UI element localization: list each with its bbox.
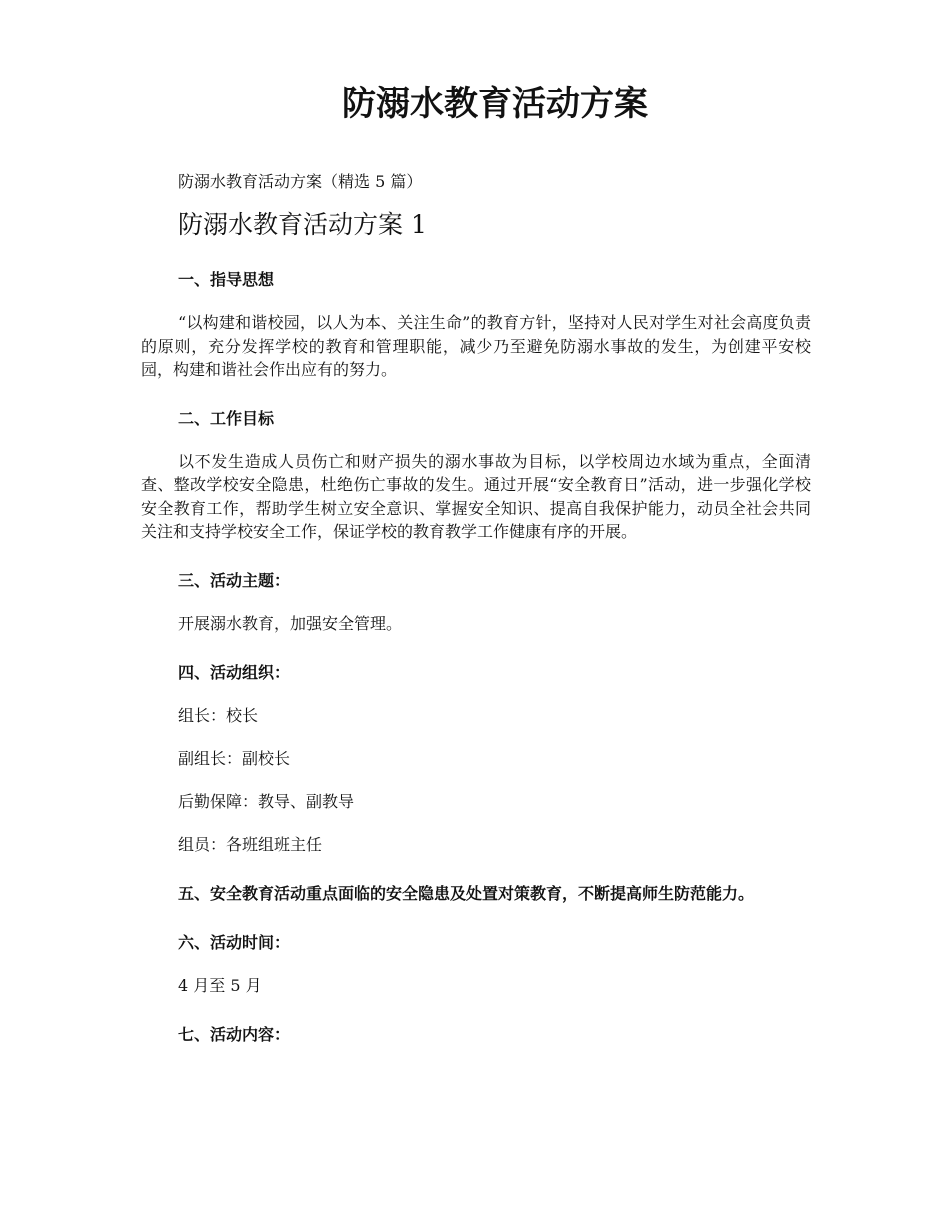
heading-guiding-ideology: 一、指导思想 bbox=[178, 270, 275, 289]
heading-work-goals: 二、工作目标 bbox=[178, 408, 275, 428]
line-team-leader: 组长：校长 bbox=[178, 705, 259, 725]
document-title: 防溺水教育活动方案 bbox=[342, 84, 648, 124]
paragraph-work-goals: 以不发生造成人员伤亡和财产损失的溺水事故为目标，以学校周边水域为重点，全面清查、整改学校安全隐患，杜绝伤亡事故的发生。通过开展“安全教育日”活动，进一步强化学校安全教育工作，帮助学生树立安全意识、掌握安全知识、提高自我保护能力，动员全社会共同关注和支持学校安全工作，保证学校的教育教学工作健康有序的开展。 bbox=[141, 451, 811, 541]
document-body bbox=[141, 170, 811, 1047]
section-heading: 防溺水教育活动方案 1 bbox=[178, 210, 427, 239]
heading-safety-focus: 五、安全教育活动重点面临的安全隐患及处置对策教育，不断提高师生防范能力。 bbox=[178, 883, 755, 903]
line-activity-time: 4 月至 5 月 bbox=[178, 975, 262, 995]
line-logistics: 后勤保障：教导、副教导 bbox=[178, 791, 355, 811]
heading-activity-theme: 三、活动主题： bbox=[178, 570, 291, 590]
heading-activity-content: 七、活动内容： bbox=[178, 1024, 291, 1044]
document-subtitle: 防溺水教育活动方案（精选 5 篇） bbox=[178, 172, 423, 191]
paragraph-guiding-ideology: “以构建和谐校园，以人为本、关注生命”的教育方针，坚持对人民对学生对社会高度负责的原则，充分发挥学校的教育和管理职能，减少乃至避免防溺水事故的发生，为创建平安校园，构建和谐社会作出应有的努力。 bbox=[141, 313, 811, 379]
line-deputy-leader: 副组长：副校长 bbox=[178, 748, 291, 768]
heading-activity-time: 六、活动时间： bbox=[178, 932, 291, 952]
line-activity-theme: 开展溺水教育，加强安全管理。 bbox=[178, 613, 403, 633]
heading-activity-organization: 四、活动组织： bbox=[178, 662, 291, 682]
line-members: 组员：各班组班主任 bbox=[178, 834, 323, 854]
